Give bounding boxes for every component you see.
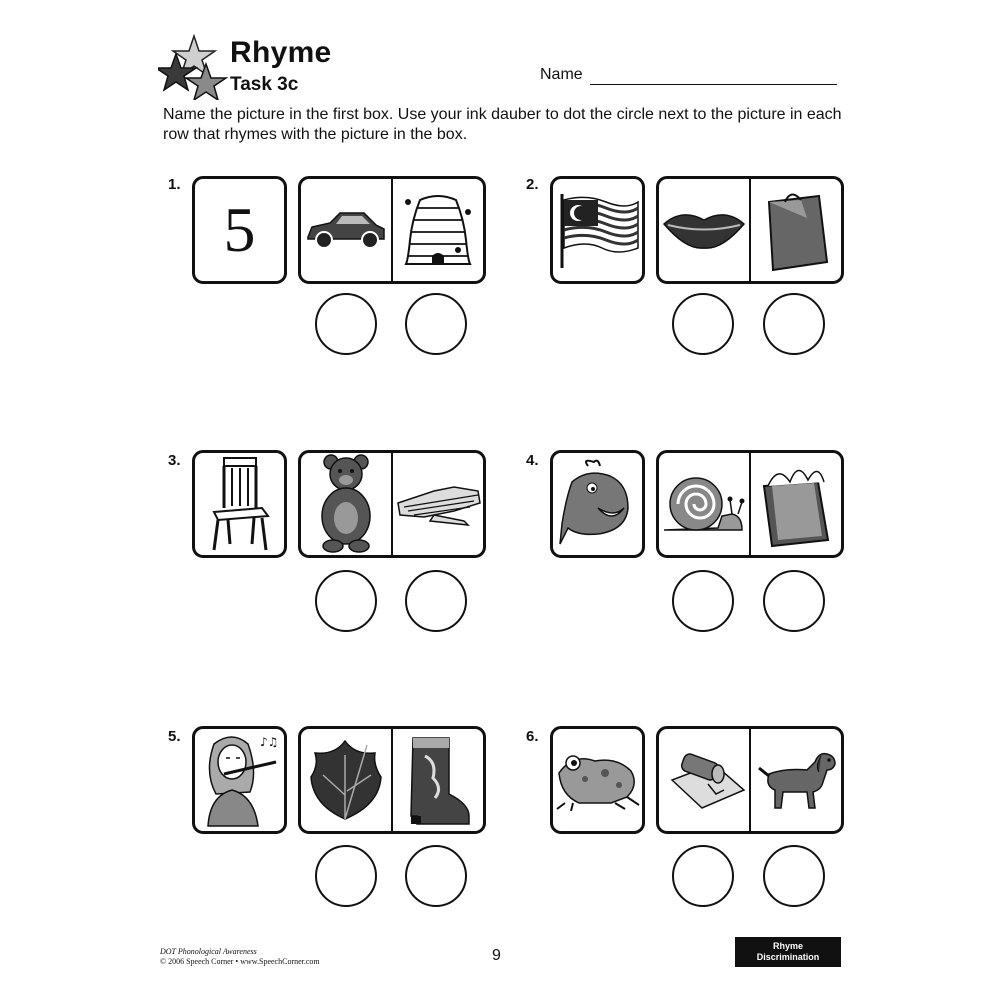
- chair-icon: [210, 456, 270, 552]
- target-box: [550, 176, 645, 284]
- instructions: Name the picture in the first box. Use your ink dauber to dot the circle next to the picture in each row that rhymes with the picture in the box.: [163, 106, 842, 143]
- item-number: 1.: [168, 176, 181, 193]
- choice-cell: [749, 729, 841, 831]
- car-icon: [304, 207, 388, 253]
- section-tag-line2: Discrimination: [756, 952, 820, 962]
- stars-logo-icon: [158, 34, 230, 100]
- choice-cell: [749, 453, 841, 555]
- target-box: [550, 450, 645, 558]
- answer-circle[interactable]: [315, 570, 377, 632]
- book-icon: [758, 460, 834, 548]
- whale-icon: [558, 458, 638, 550]
- choice-pair: [298, 176, 486, 284]
- choice-pair: [298, 726, 486, 834]
- log-icon: [662, 750, 746, 810]
- choice-cell: [659, 729, 749, 831]
- choice-cell: [659, 179, 749, 281]
- answer-circle[interactable]: [405, 570, 467, 632]
- choice-cell: [301, 453, 391, 555]
- section-tag-line1: Rhyme: [772, 941, 803, 951]
- choice-cell: [659, 453, 749, 555]
- choice-cell: [301, 179, 391, 281]
- section-tag: [735, 937, 841, 967]
- book-title: DOT Phonological Awareness: [160, 947, 257, 956]
- task-subtitle: Task 3c: [230, 74, 299, 95]
- choice-pair: [656, 450, 844, 558]
- answer-circle[interactable]: [672, 293, 734, 355]
- choice-cell: [749, 179, 841, 281]
- answer-circle[interactable]: [405, 293, 467, 355]
- answer-circle[interactable]: [763, 293, 825, 355]
- choice-cell: [301, 729, 391, 831]
- answer-circle[interactable]: [672, 845, 734, 907]
- choice-pair: [656, 176, 844, 284]
- target-box: [192, 726, 287, 834]
- choice-cell: [391, 453, 483, 555]
- boot-icon: [403, 732, 473, 828]
- target-box: [550, 726, 645, 834]
- copyright: © 2006 Speech Corner • www.SpeechCorner.com: [160, 957, 320, 966]
- choice-cell: [391, 729, 483, 831]
- svg-text:♪♫: ♪♫: [259, 735, 278, 749]
- item-number: 4.: [526, 452, 539, 469]
- item-number: 5.: [168, 728, 181, 745]
- answer-circle[interactable]: [315, 845, 377, 907]
- target-box: [192, 450, 287, 558]
- choice-cell: [391, 179, 483, 281]
- choice-pair: [656, 726, 844, 834]
- answer-circle[interactable]: [763, 570, 825, 632]
- footer-credits: [160, 947, 320, 967]
- target-box: [192, 176, 287, 284]
- flag-icon: [556, 190, 640, 270]
- bag-icon: [761, 188, 831, 272]
- bear-icon: [313, 454, 379, 554]
- item-number: 2.: [526, 176, 539, 193]
- answer-circle[interactable]: [763, 845, 825, 907]
- page-number: 9: [492, 947, 501, 964]
- answer-circle[interactable]: [405, 845, 467, 907]
- lips-icon: [662, 210, 746, 250]
- snail-icon: [662, 472, 746, 536]
- five-numeral: 5: [223, 194, 256, 265]
- answer-circle[interactable]: [315, 293, 377, 355]
- gloves-icon: [394, 481, 482, 527]
- page-title: Rhyme: [230, 36, 332, 69]
- choice-pair: [298, 450, 486, 558]
- item-number: 3.: [168, 452, 181, 469]
- beehive-icon: [398, 190, 478, 270]
- name-label: Name: [540, 66, 583, 83]
- leaf-icon: [305, 735, 387, 825]
- item-number: 6.: [526, 728, 539, 745]
- answer-circle[interactable]: [672, 570, 734, 632]
- frog-icon: [555, 749, 641, 811]
- dog-icon: [755, 748, 837, 812]
- girl-playing-flute-icon: [200, 732, 280, 828]
- name-field-line[interactable]: [590, 84, 837, 85]
